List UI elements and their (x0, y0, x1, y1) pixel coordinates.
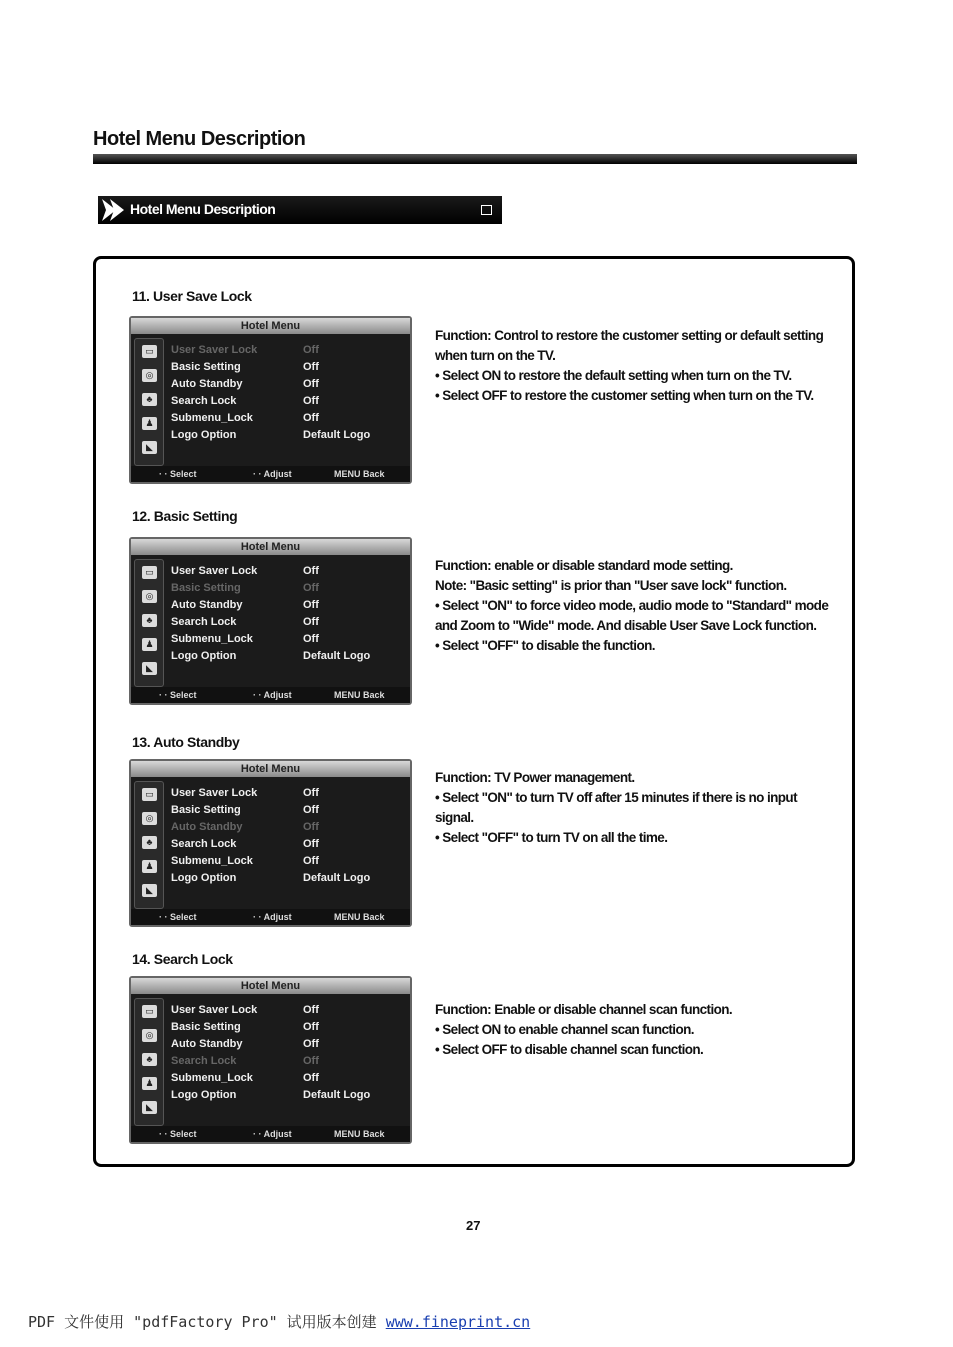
menu-footer (131, 687, 410, 703)
arrow-right-icon (100, 197, 126, 223)
item-title: 12. Basic Setting (132, 508, 238, 524)
description-line: • Select OFF to disable channel scan function. (435, 1042, 704, 1057)
menu-row (171, 1038, 406, 1055)
menu-row-value: Off (303, 412, 319, 424)
square-icon (481, 205, 492, 215)
sound-icon: ◎ (142, 1029, 157, 1042)
menu-row-value: Off (303, 378, 319, 390)
menu-row-key: Basic Setting (171, 582, 241, 594)
menu-row-key: Submenu_Lock (171, 412, 253, 424)
section-bar-label: Hotel Menu Description (130, 201, 276, 217)
menu-row-value: Off (303, 1004, 319, 1016)
menu-row-key: Auto Standby (171, 378, 243, 390)
setup-icon: ♣ (142, 614, 157, 627)
menu-footer (131, 466, 410, 482)
menu-row (171, 650, 406, 667)
menu-row-key: Submenu_Lock (171, 633, 253, 645)
sound-icon: ◎ (142, 812, 157, 825)
menu-header: Hotel Menu (131, 761, 410, 777)
menu-footer-back: MENU Back (334, 469, 385, 479)
footer-link[interactable]: www.fineprint.cn (385, 1313, 531, 1331)
menu-footer-select: · · Select (159, 1129, 197, 1139)
item-description (435, 326, 835, 406)
menu-footer-select: · · Select (159, 690, 197, 700)
description-line: • Select ON to enable channel scan function. (435, 1022, 694, 1037)
menu-row (171, 872, 406, 889)
description-line: • Select "OFF" to turn TV on all the time. (435, 830, 668, 845)
menu-row-value: Off (303, 361, 319, 373)
menu-icon-column (134, 998, 164, 1126)
menu-row (171, 1055, 406, 1072)
menu-row-value: Off (303, 565, 319, 577)
menu-row-value: Off (303, 855, 319, 867)
menu-row-key: Auto Standby (171, 599, 243, 611)
menu-header: Hotel Menu (131, 539, 410, 555)
title-rule (93, 154, 857, 164)
sound-icon: ◎ (142, 369, 157, 382)
menu-row (171, 378, 406, 395)
picture-icon: ▭ (142, 1005, 157, 1018)
lock-icon: ♟ (142, 1077, 157, 1090)
menu-row-value: Off (303, 1072, 319, 1084)
menu-footer-back: MENU Back (334, 690, 385, 700)
picture-icon: ▭ (142, 566, 157, 579)
menu-header: Hotel Menu (131, 318, 410, 334)
menu-row (171, 1089, 406, 1106)
lock-icon: ♟ (142, 417, 157, 430)
description-line: • Select OFF to restore the customer setting when turn on the TV. (435, 388, 814, 403)
page-number: 27 (466, 1218, 481, 1233)
lock-icon: ♟ (142, 638, 157, 651)
picture-icon: ▭ (142, 345, 157, 358)
menu-footer-select: · · Select (159, 469, 197, 479)
menu-footer-back: MENU Back (334, 1129, 385, 1139)
menu-row-value: Off (303, 838, 319, 850)
menu-header: Hotel Menu (131, 978, 410, 994)
menu-row-value: Off (303, 821, 319, 833)
menu-row-value: Off (303, 599, 319, 611)
description-line: • Select ON to restore the default setting when turn on the TV. (435, 368, 792, 383)
item-title: 14. Search Lock (132, 951, 233, 967)
menu-footer-adjust: · · Adjust (253, 1129, 292, 1139)
menu-row-value: Off (303, 804, 319, 816)
menu-row-key: Search Lock (171, 616, 237, 628)
page-title: Hotel Menu Description (93, 128, 306, 150)
menu-row (171, 1004, 406, 1021)
menu-row (171, 599, 406, 616)
menu-row-key: Logo Option (171, 872, 237, 884)
menu-row-value: Off (303, 616, 319, 628)
lock-icon: ♟ (142, 860, 157, 873)
menu-row-key: Basic Setting (171, 1021, 241, 1033)
menu-row (171, 633, 406, 650)
setup-icon: ♣ (142, 836, 157, 849)
hotel-menu-screenshot (129, 976, 412, 1144)
description-line: Function: Enable or disable channel scan function. (435, 1002, 733, 1017)
menu-row-key: Basic Setting (171, 804, 241, 816)
menu-row (171, 344, 406, 361)
description-line: • Select "OFF" to disable the function. (435, 638, 655, 653)
menu-icon-column (134, 559, 164, 687)
menu-row-key: Search Lock (171, 838, 237, 850)
menu-row (171, 787, 406, 804)
item-title: 11. User Save Lock (132, 288, 252, 304)
menu-row-key: Auto Standby (171, 821, 243, 833)
item-title: 13. Auto Standby (132, 734, 240, 750)
menu-row-value: Off (303, 395, 319, 407)
item-description (435, 556, 835, 656)
channel-icon: ◣ (142, 1101, 157, 1114)
menu-row-key: Search Lock (171, 395, 237, 407)
menu-row-value: Default Logo (303, 650, 371, 662)
menu-row-key: Logo Option (171, 429, 237, 441)
hotel-menu-screenshot (129, 537, 412, 705)
menu-row-value: Off (303, 1021, 319, 1033)
menu-row-key: User Saver Lock (171, 1004, 258, 1016)
picture-icon: ▭ (142, 788, 157, 801)
menu-row-value: Default Logo (303, 429, 371, 441)
description-line: Function: Control to restore the customer setting or default setting when turn on the TV. (435, 328, 824, 363)
menu-row (171, 582, 406, 599)
setup-icon: ♣ (142, 393, 157, 406)
menu-row-key: Search Lock (171, 1055, 237, 1067)
menu-row-key: User Saver Lock (171, 787, 258, 799)
section-bar (98, 196, 502, 224)
description-line: Function: enable or disable standard mode setting. (435, 558, 733, 573)
menu-row-value: Off (303, 1055, 319, 1067)
menu-icon-column (134, 338, 164, 466)
setup-icon: ♣ (142, 1053, 157, 1066)
menu-row (171, 821, 406, 838)
footer-text: PDF 文件使用 "pdfFactory Pro" 试用版本创建 (28, 1313, 386, 1331)
menu-row-key: User Saver Lock (171, 344, 258, 356)
hotel-menu-screenshot (129, 759, 412, 927)
menu-row (171, 616, 406, 633)
description-line: • Select "ON" to turn TV off after 15 minutes if there is no input signal. (435, 790, 797, 825)
menu-row-value: Off (303, 582, 319, 594)
menu-row-key: User Saver Lock (171, 565, 258, 577)
menu-row (171, 395, 406, 412)
menu-row (171, 1072, 406, 1089)
channel-icon: ◣ (142, 884, 157, 897)
menu-icon-column (134, 781, 164, 909)
menu-row (171, 429, 406, 446)
menu-row-value: Off (303, 1038, 319, 1050)
menu-row-value: Off (303, 787, 319, 799)
menu-footer-back: MENU Back (334, 912, 385, 922)
menu-row-key: Logo Option (171, 650, 237, 662)
menu-row (171, 804, 406, 821)
menu-footer-select: · · Select (159, 912, 197, 922)
menu-footer (131, 1126, 410, 1142)
menu-row (171, 565, 406, 582)
menu-row (171, 361, 406, 378)
menu-row-value: Off (303, 344, 319, 356)
item-description (435, 768, 835, 848)
item-description (435, 1000, 835, 1060)
menu-footer-adjust: · · Adjust (253, 690, 292, 700)
menu-row (171, 1021, 406, 1038)
description-line: Note: "Basic setting" is prior than "User save lock" function. (435, 578, 787, 593)
menu-footer (131, 909, 410, 925)
menu-footer-adjust: · · Adjust (253, 469, 292, 479)
sound-icon: ◎ (142, 590, 157, 603)
menu-row-key: Basic Setting (171, 361, 241, 373)
menu-row-value: Default Logo (303, 872, 371, 884)
menu-row-key: Logo Option (171, 1089, 237, 1101)
menu-row-key: Auto Standby (171, 1038, 243, 1050)
description-line: • Select "ON" to force video mode, audio mode to "Standard" mode and Zoom to "Wide" mode. And disable User Save Lock function. (435, 598, 829, 633)
menu-row-value: Default Logo (303, 1089, 371, 1101)
menu-row-key: Submenu_Lock (171, 1072, 253, 1084)
channel-icon: ◣ (142, 441, 157, 454)
menu-row-key: Submenu_Lock (171, 855, 253, 867)
hotel-menu-screenshot (129, 316, 412, 484)
menu-row (171, 412, 406, 429)
footer (28, 1311, 530, 1332)
menu-footer-adjust: · · Adjust (253, 912, 292, 922)
menu-row (171, 838, 406, 855)
menu-row-value: Off (303, 633, 319, 645)
description-line: Function: TV Power management. (435, 770, 635, 785)
channel-icon: ◣ (142, 662, 157, 675)
menu-row (171, 855, 406, 872)
